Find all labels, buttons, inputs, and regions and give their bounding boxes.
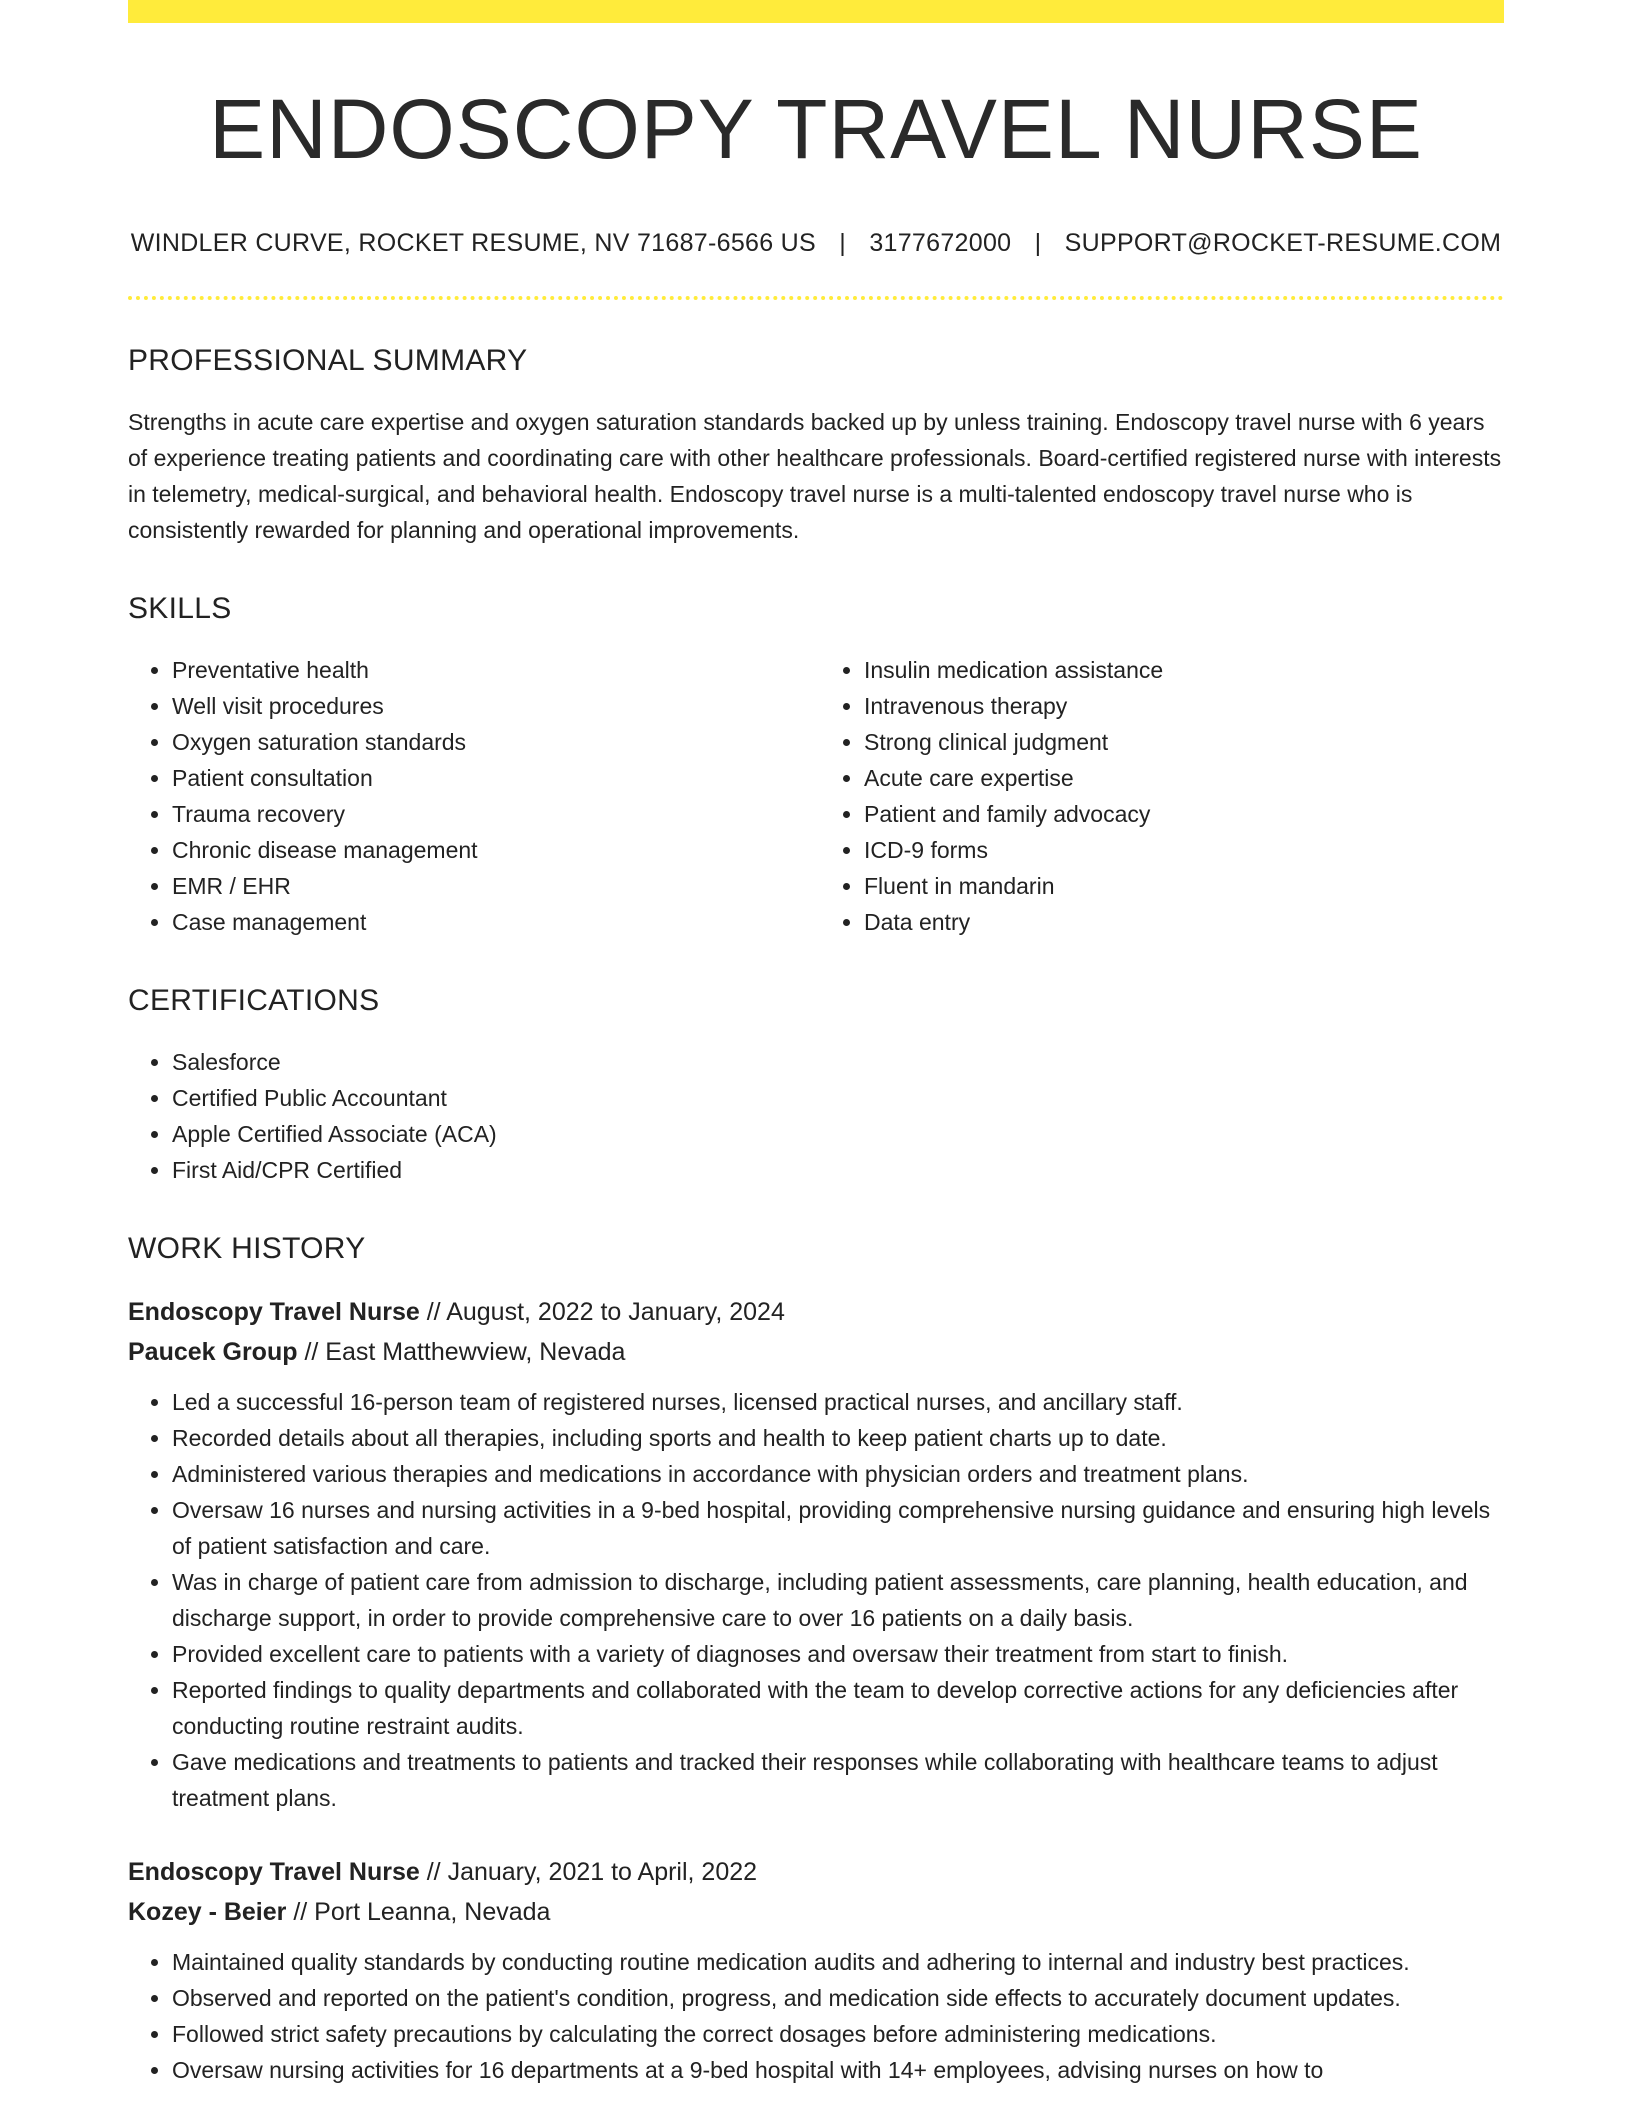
skill-item: • EMR / EHR xyxy=(172,868,816,904)
skill-item: • Trauma recovery xyxy=(172,796,816,832)
job-bullet: • Maintained quality standards by conducting routine medication audits and adhering to internal and industry best practices. xyxy=(172,1944,1504,1980)
skill-item: • Oxygen saturation standards xyxy=(172,724,816,760)
summary-text: Strengths in acute care expertise and oxygen saturation standards backed up by unless training. Endoscopy travel nurse with 6 years of experience treating patients and coordinating care with other healthcare professionals. Board-certified registered nurse with interests in telemetry, medical-surgical, and behavioral health. Endoscopy travel nurse is a multi-talented endoscopy travel nurse who is consistently rewarded for planning and operational improvements. xyxy=(128,409,1502,544)
job-location: // Port Leanna, Nevada xyxy=(293,1898,551,1927)
job-entry xyxy=(128,1292,1504,1816)
skills-grid xyxy=(128,652,1504,940)
skill-item: • Case management xyxy=(172,904,816,940)
job-bullet: • Administered various therapies and medications in accordance with physician orders and treatment plans. xyxy=(172,1456,1504,1492)
skills-section xyxy=(128,592,1504,940)
certifications-heading: CERTIFICATIONS xyxy=(128,984,380,1018)
skill-item: • Chronic disease management xyxy=(172,832,816,868)
job-bullet: • Reported findings to quality departments and collaborated with the team to develop corrective actions for any deficiencies after conducting routine restraint audits. xyxy=(172,1672,1504,1744)
job-bullet: • Followed strict safety precautions by calculating the correct dosages before administering medications. xyxy=(172,2016,1504,2052)
job-bullets xyxy=(128,1944,1504,2088)
summary-section xyxy=(128,344,1504,548)
skill-item: • Strong clinical judgment xyxy=(864,724,1504,760)
job-bullet: • Provided excellent care to patients with a variety of diagnoses and oversaw their treatment from start to finish. xyxy=(172,1636,1504,1672)
work-history-heading: WORK HISTORY xyxy=(128,1232,366,1266)
job-bullet: • Oversaw nursing activities for 16 departments at a 9-bed hospital with 14+ employees, advising nurses on how to xyxy=(172,2052,1504,2088)
job-dates: // August, 2022 to January, 2024 xyxy=(426,1298,785,1327)
resume-name: ENDOSCOPY TRAVEL NURSE xyxy=(209,82,1423,176)
certifications-section xyxy=(128,984,1504,1188)
skill-item: • Intravenous therapy xyxy=(864,688,1504,724)
skill-item: • Data entry xyxy=(864,904,1504,940)
job-title: Endoscopy Travel Nurse xyxy=(128,1298,420,1327)
skill-item: • Well visit procedures xyxy=(172,688,816,724)
certification-item: • First Aid/CPR Certified xyxy=(172,1152,1504,1188)
job-company-line xyxy=(128,1332,1504,1372)
skill-item: • Patient consultation xyxy=(172,760,816,796)
job-bullet: • Observed and reported on the patient's condition, progress, and medication side effects to accurately document updates. xyxy=(172,1980,1504,2016)
job-bullets xyxy=(128,1384,1504,1816)
job-location: // East Matthewview, Nevada xyxy=(304,1338,626,1367)
job-bullet: • Led a successful 16-person team of registered nurses, licensed practical nurses, and ancillary staff. xyxy=(172,1384,1504,1420)
contact-line xyxy=(128,229,1504,258)
contact-email: SUPPORT@ROCKET-RESUME.COM xyxy=(1064,229,1502,258)
job-bullet: • Gave medications and treatments to patients and tracked their responses while collaborating with healthcare teams to adjust treatment plans. xyxy=(172,1744,1504,1816)
certifications-list xyxy=(128,1044,1504,1188)
job-title: Endoscopy Travel Nurse xyxy=(128,1858,420,1887)
summary-heading: PROFESSIONAL SUMMARY xyxy=(128,344,528,378)
contact-separator: | xyxy=(839,229,847,258)
skill-item: • Preventative health xyxy=(172,652,816,688)
job-title-line xyxy=(128,1852,1504,1892)
accent-bar xyxy=(128,0,1504,23)
resume-page xyxy=(128,0,1504,2088)
job-bullet: • Recorded details about all therapies, including sports and health to keep patient charts up to date. xyxy=(172,1420,1504,1456)
contact-address: WINDLER CURVE, ROCKET RESUME, NV 71687-6566 US xyxy=(130,229,817,258)
job-company-line xyxy=(128,1892,1504,1932)
skills-list-right xyxy=(816,652,1504,940)
certification-item: • Certified Public Accountant xyxy=(172,1080,1504,1116)
job-entry xyxy=(128,1852,1504,2088)
skill-item: • Insulin medication assistance xyxy=(864,652,1504,688)
job-dates: // January, 2021 to April, 2022 xyxy=(426,1858,758,1887)
skill-item: • ICD-9 forms xyxy=(864,832,1504,868)
job-bullet: • Was in charge of patient care from admission to discharge, including patient assessments, care planning, health education, and discharge support, in order to provide comprehensive care to over 16 patients on a daily basis. xyxy=(172,1564,1504,1636)
skill-item: • Fluent in mandarin xyxy=(864,868,1504,904)
job-title-line xyxy=(128,1292,1504,1332)
certification-item: • Salesforce xyxy=(172,1044,1504,1080)
contact-phone: 3177672000 xyxy=(869,229,1012,258)
dotted-divider xyxy=(128,296,1504,300)
job-bullet: • Oversaw 16 nurses and nursing activities in a 9-bed hospital, providing comprehensive nursing guidance and ensuring high levels of patient satisfaction and care. xyxy=(172,1492,1504,1564)
skills-heading: SKILLS xyxy=(128,592,232,626)
skill-item: • Patient and family advocacy xyxy=(864,796,1504,832)
certification-item: • Apple Certified Associate (ACA) xyxy=(172,1116,1504,1152)
job-company: Paucek Group xyxy=(128,1338,298,1367)
skill-item: • Acute care expertise xyxy=(864,760,1504,796)
work-history-section xyxy=(128,1232,1504,2088)
contact-separator: | xyxy=(1034,229,1042,258)
skills-list-left xyxy=(128,652,816,940)
job-company: Kozey - Beier xyxy=(128,1898,287,1927)
